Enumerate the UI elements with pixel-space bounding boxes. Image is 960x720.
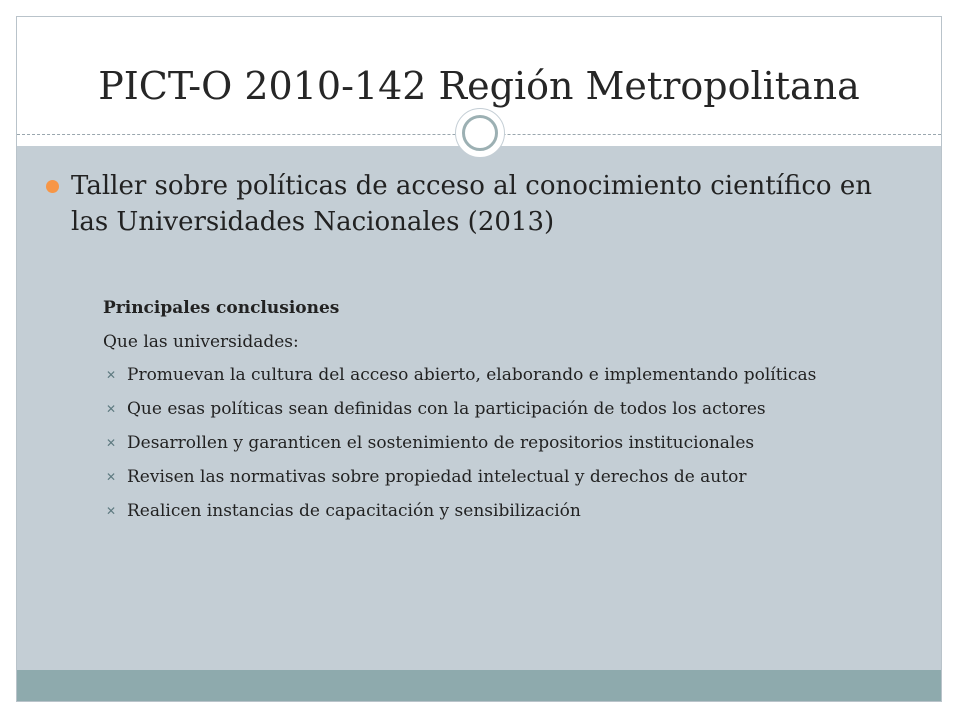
list-item (103, 432, 913, 454)
list-item (103, 398, 913, 420)
footer-band (17, 670, 941, 701)
conclusions-intro: Que las universidades: (103, 332, 299, 352)
cross-bullet-icon: ✕ (106, 504, 117, 518)
cross-bullet-icon: ✕ (106, 368, 117, 382)
list-item (103, 500, 913, 522)
list-item-text: Promuevan la cultura del acceso abierto, elaborando e implementando políticas (127, 365, 817, 385)
conclusions-heading: Principales conclusiones (103, 298, 340, 318)
cross-bullet-icon: ✕ (106, 470, 117, 484)
list-item-text: Realicen instancias de capacitación y sensibilización (127, 501, 581, 521)
ring-icon (455, 108, 505, 158)
list-item-text: Revisen las normativas sobre propiedad intelectual y derechos de autor (127, 467, 747, 487)
list-item-text: Desarrollen y garanticen el sostenimiento de repositorios institucionales (127, 433, 755, 453)
slide-title: PICT-O 2010-142 Región Metropolitana (98, 64, 860, 108)
main-bullet-text: Taller sobre políticas de acceso al conocimiento científico en las Universidades Nacionales (2013) (71, 171, 872, 237)
conclusions-list (103, 364, 913, 534)
cross-bullet-icon: ✕ (106, 402, 117, 416)
list-item (103, 466, 913, 488)
list-item-text: Que esas políticas sean definidas con la participación de todos los actores (127, 399, 766, 419)
circle-bullet-icon (46, 180, 59, 193)
cross-bullet-icon: ✕ (106, 436, 117, 450)
list-item (103, 364, 913, 386)
